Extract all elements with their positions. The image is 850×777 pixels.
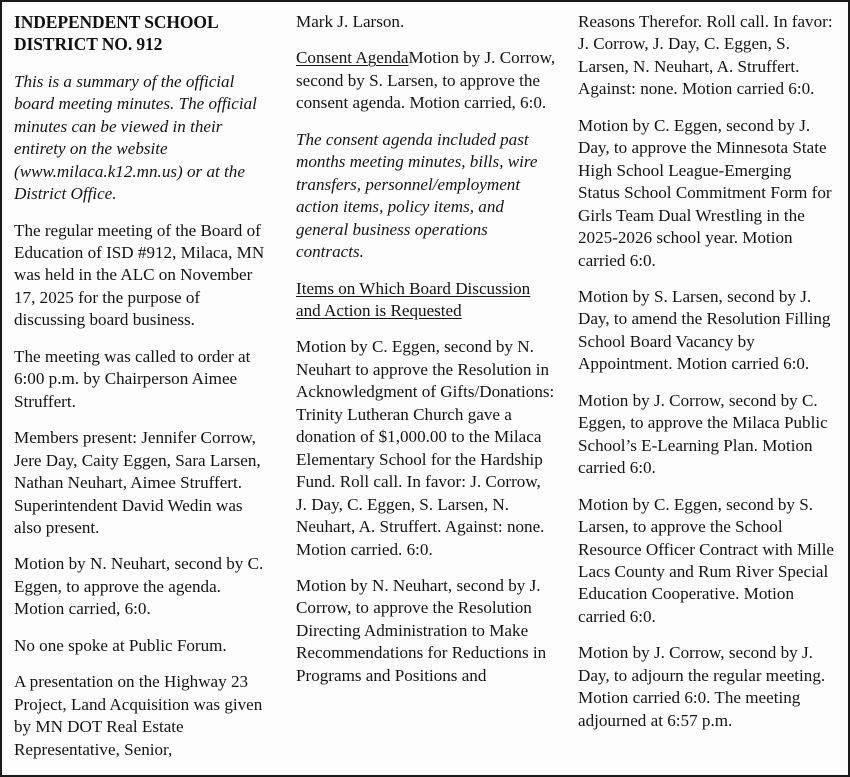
three-column-layout [2,2,848,775]
column-3 [578,11,836,775]
consent-agenda-contents: The consent agenda included past months meeting minutes, bills, wire transfers, personnel/employment action items, policy items, and general business operations contracts. [296,129,538,262]
summary-disclaimer: This is a summary of the official board meeting minutes. The official minutes can be viewed in their entirety on the website (www.milaca.k12.mn.us) or at the District Office. [14,71,257,204]
reductions-roll-call-continued: Reasons Therefor. Roll call. In favor: J. Corrow, J. Day, C. Eggen, S. Larsen, N. Neuhart, A. Struffert. Against: none. Motion carried 6:0. [578,12,833,99]
members-present: Members present: Jennifer Corrow, Jere Day, Caity Eggen, Sara Larsen, Nathan Neuhart, Aimee Struffert. Superintendent David Wedin was also present. [14,428,261,537]
consent-agenda-motion-text: Motion by J. Corrow, second by S. Larsen, to approve the consent agenda. Motion carried, 6:0. [296,48,556,113]
motion-adjourn: Motion by J. Corrow, second by J. Day, to adjourn the regular meeting. Motion carried 6:0. The meeting adjourned at 6:57 p.m. [578,643,826,730]
highway-23-presentation: A presentation on the Highway 23 Project, Land Acquisition was given by MN DOT Real Estate Representative, Senior, [14,672,263,759]
meeting-details: The regular meeting of the Board of Education of ISD #912, Milaca, MN was held in the ALC on November 17, 2025 for the purpose of discussing board business. [14,220,265,330]
motion-approve-agenda: Motion by N. Neuhart, second by C. Eggen, to approve the agenda. Motion carried, 6:0. [14,554,264,619]
motion-reductions-resolution: Motion by N. Neuhart, second by J. Corrow, to approve the Resolution Directing Administration to Make Recommendations for Reductions in Programs and Positions and [296,575,547,685]
presenter-name-continued: Mark J. Larson. [296,12,405,31]
consent-agenda-heading: Consent Agenda [296,48,409,68]
motion-board-vacancy: Motion by S. Larsen, second by J. Day, to amend the Resolution Filling School Board Vacancy by Appointment. Motion carried 6:0. [578,286,831,374]
column-2 [296,11,556,775]
consent-agenda-motion [296,47,556,114]
call-to-order: The meeting was called to order at 6:00 p.m. by Chairperson Aimee Struffert. [14,346,251,411]
public-forum: No one spoke at Public Forum. [14,635,227,655]
motion-school-resource-officer: Motion by C. Eggen, second by S. Larsen, to approve the School Resource Officer Contract with Mille Lacs County and Rum River Special Education Cooperative. Motion carried 6:0. [578,494,835,626]
motion-gifts-donations: Motion by C. Eggen, second by N. Neuhart to approve the Resolution in Acknowledgment of Gifts/Donations: Trinity Lutheran Church gave a donation of $1,000.00 to the Milaca Elementary School for the Hardship Fund. Roll call. In favor: J. Corrow, J. Day, C. Eggen, S. Larsen, N. Neuhart, A. Struffert. Against: none. Motion carried. 6:0. [296,337,555,559]
document-title: INDEPENDENT SCHOOL DISTRICT NO. 912 [14,12,218,55]
column-1 [14,11,274,775]
items-for-discussion-heading: Items on Which Board Discussion and Action is Requested [296,278,531,320]
motion-wrestling-commitment: Motion by C. Eggen, second by J. Day, to approve the Minnesota State High School League-Emerging Status School Commitment Form for Girls Team Dual Wrestling in the 2025-2026 school year. Motion carried 6:0. [578,115,832,270]
motion-elearning-plan: Motion by J. Corrow, second by C. Eggen, to approve the Milaca Public School’s E-Learning Plan. Motion carried 6:0. [578,390,828,478]
